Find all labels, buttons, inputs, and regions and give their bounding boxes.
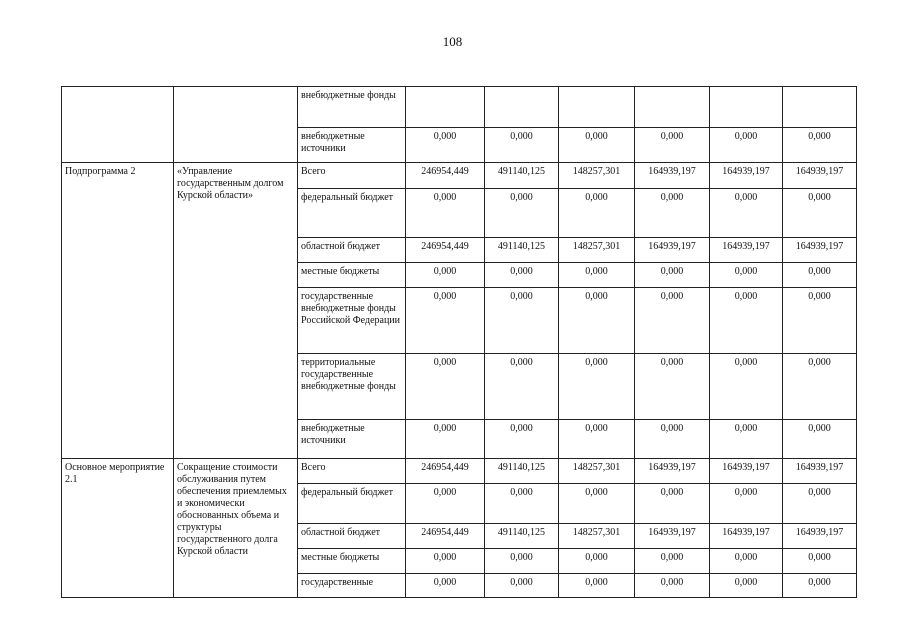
status-cell: Подпрограмма 2 (62, 163, 174, 459)
value-cell (710, 87, 783, 128)
value-cell: 164939,197 (635, 459, 710, 484)
value-cell: 0,000 (783, 420, 857, 459)
value-cell: 0,000 (635, 420, 710, 459)
value-cell: 0,000 (406, 128, 485, 163)
value-cell: 0,000 (559, 189, 635, 238)
name-cell (174, 87, 298, 163)
funding-source-cell: местные бюджеты (298, 549, 406, 574)
funding-source-cell: государственные внебюджетные фонды Российской Федерации (298, 288, 406, 354)
value-cell: 0,000 (783, 263, 857, 288)
value-cell: 164939,197 (635, 238, 710, 263)
value-cell: 164939,197 (783, 163, 857, 189)
value-cell (635, 87, 710, 128)
value-cell: 0,000 (406, 574, 485, 598)
value-cell (406, 87, 485, 128)
value-cell: 0,000 (485, 354, 559, 420)
value-cell: 0,000 (710, 288, 783, 354)
value-cell: 0,000 (710, 420, 783, 459)
value-cell: 0,000 (710, 189, 783, 238)
value-cell: 0,000 (559, 420, 635, 459)
value-cell (559, 87, 635, 128)
value-cell: 491140,125 (485, 459, 559, 484)
value-cell: 0,000 (485, 128, 559, 163)
value-cell (485, 87, 559, 128)
value-cell: 491140,125 (485, 163, 559, 189)
value-cell: 164939,197 (710, 459, 783, 484)
value-cell: 0,000 (710, 574, 783, 598)
value-cell: 0,000 (635, 128, 710, 163)
value-cell: 0,000 (783, 549, 857, 574)
table-row (62, 459, 857, 484)
value-cell: 0,000 (783, 574, 857, 598)
value-cell: 0,000 (406, 549, 485, 574)
value-cell: 0,000 (485, 263, 559, 288)
funding-source-cell: внебюджетные фонды (298, 87, 406, 128)
value-cell: 0,000 (559, 263, 635, 288)
name-cell: «Управление государственным долгом Курской области» (174, 163, 298, 459)
value-cell: 164939,197 (783, 524, 857, 549)
value-cell: 0,000 (406, 189, 485, 238)
funding-source-cell: Всего (298, 163, 406, 189)
table-body (62, 87, 857, 598)
value-cell: 491140,125 (485, 524, 559, 549)
value-cell: 0,000 (406, 288, 485, 354)
value-cell: 0,000 (559, 574, 635, 598)
value-cell: 0,000 (635, 574, 710, 598)
value-cell: 0,000 (783, 128, 857, 163)
value-cell: 0,000 (635, 484, 710, 524)
value-cell: 0,000 (485, 549, 559, 574)
table-row (62, 163, 857, 189)
value-cell: 0,000 (710, 354, 783, 420)
value-cell: 148257,301 (559, 459, 635, 484)
funding-table (61, 86, 857, 598)
value-cell: 0,000 (485, 189, 559, 238)
value-cell: 164939,197 (635, 524, 710, 549)
value-cell: 0,000 (559, 128, 635, 163)
funding-source-cell: федеральный бюджет (298, 189, 406, 238)
funding-source-cell: областной бюджет (298, 238, 406, 263)
value-cell: 0,000 (635, 288, 710, 354)
table-row (62, 87, 857, 128)
funding-source-cell: федеральный бюджет (298, 484, 406, 524)
page-number: 108 (442, 34, 463, 49)
value-cell: 0,000 (783, 189, 857, 238)
value-cell: 0,000 (635, 549, 710, 574)
value-cell: 164939,197 (635, 163, 710, 189)
value-cell: 0,000 (783, 354, 857, 420)
funding-source-cell: Всего (298, 459, 406, 484)
value-cell: 0,000 (783, 288, 857, 354)
value-cell (783, 87, 857, 128)
value-cell: 0,000 (710, 549, 783, 574)
funding-source-cell: государственные (298, 574, 406, 598)
value-cell: 164939,197 (710, 524, 783, 549)
value-cell: 0,000 (635, 189, 710, 238)
status-cell (62, 87, 174, 163)
status-cell: Основное мероприятие 2.1 (62, 459, 174, 598)
value-cell: 0,000 (559, 549, 635, 574)
funding-source-cell: внебюджетные источники (298, 420, 406, 459)
value-cell: 164939,197 (710, 163, 783, 189)
value-cell: 491140,125 (485, 238, 559, 263)
value-cell: 0,000 (635, 354, 710, 420)
name-cell: Сокращение стоимости обслуживания путем обеспечения приемлемых и экономически обоснованных объема и структуры государственного долга Курской области (174, 459, 298, 598)
value-cell: 0,000 (635, 263, 710, 288)
value-cell: 246954,449 (406, 459, 485, 484)
value-cell: 0,000 (559, 354, 635, 420)
value-cell: 148257,301 (559, 163, 635, 189)
value-cell: 0,000 (783, 484, 857, 524)
value-cell: 0,000 (485, 288, 559, 354)
funding-source-cell: территориальные государственные внебюджетные фонды (298, 354, 406, 420)
value-cell: 0,000 (406, 420, 485, 459)
funding-source-cell: областной бюджет (298, 524, 406, 549)
funding-source-cell: местные бюджеты (298, 263, 406, 288)
value-cell: 148257,301 (559, 524, 635, 549)
value-cell: 0,000 (406, 263, 485, 288)
value-cell: 0,000 (710, 263, 783, 288)
value-cell: 0,000 (406, 354, 485, 420)
value-cell: 0,000 (710, 484, 783, 524)
value-cell: 164939,197 (710, 238, 783, 263)
value-cell: 246954,449 (406, 163, 485, 189)
value-cell: 164939,197 (783, 459, 857, 484)
value-cell: 246954,449 (406, 238, 485, 263)
funding-source-cell: внебюджетные источники (298, 128, 406, 163)
value-cell: 0,000 (406, 484, 485, 524)
value-cell: 164939,197 (783, 238, 857, 263)
value-cell: 148257,301 (559, 238, 635, 263)
value-cell: 0,000 (710, 128, 783, 163)
value-cell: 246954,449 (406, 524, 485, 549)
value-cell: 0,000 (559, 288, 635, 354)
value-cell: 0,000 (485, 420, 559, 459)
value-cell: 0,000 (559, 484, 635, 524)
value-cell: 0,000 (485, 484, 559, 524)
value-cell: 0,000 (485, 574, 559, 598)
